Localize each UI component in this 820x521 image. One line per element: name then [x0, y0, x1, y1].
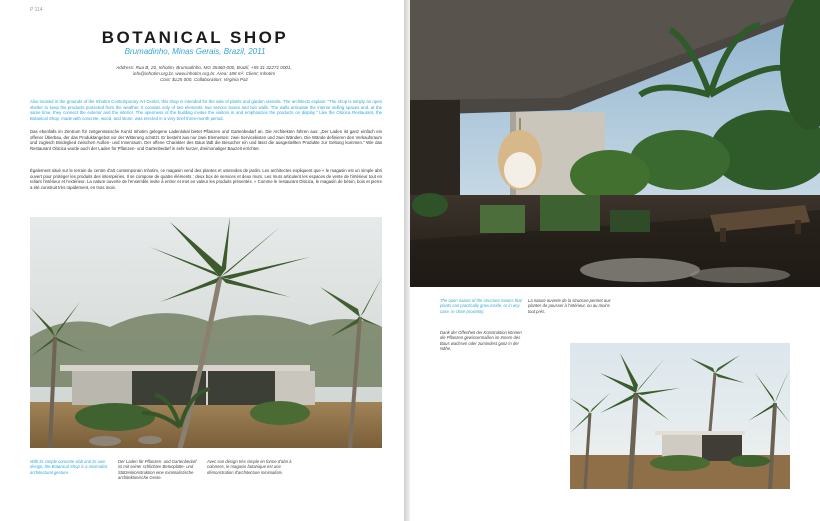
body-text-german: Das ebenfalls im Zentrum für zeitgenössische Kunst Inhotim gelegene Ladenlokal bietet Pflanzen und Gartenbedarf an. Die Architekten führen aus: „Der Laden ist ganz einfach ein offener Überbau, der das Produktangebot vor der Witterung schützt. Er besteht aus nur zwei Elementen: zwei Servicekisten und zwei Wänden. Die Wände definieren den Verkaufsraum und zugleich Bindeglied zwischen Außen- und Innenraum. Der offene Charakter des Baus lädt die Besucher ein und lässt die ausgestellten Produkte zur Geltung kommen." Wie das Restaurant Oiticica wurde auch der Laden für Pflanzen- und Gartenbedarf in sehr kurzer, dreimonatiger Bauzeit errichtet. [30, 129, 382, 151]
page-folio: P 114 [30, 7, 43, 13]
right-caption-english: The open nature of the structure means that plants can practically grow inside, or in any case, in close proximity. [440, 298, 522, 314]
caption-german: Der Laden für Pflanzen- und Gartenbedarf ist mit seiner schlichten Betonplatte- und Stützenkonstruktion eine minimalistische architektonische Geste. [118, 459, 197, 481]
body-text-french: Également situé sur le terrain du centre d'art contemporain Inhotim, ce magasin vend des plantes et ustensiles de jardin. Les architectes expliquent que « le magasin est un simple abri ouvert pour protéger les produits des intempéries. Il se compose de quatre éléments : deux box de services et deux murs. Les murs articulent les espaces de vente de l'intérieur tout en reliant l'intérieur et l'extérieur. La nature ouverte de l'ensemble invite à entrer et met en valeur les produits présentés. » Comme le restaurant Oiticica, le magasin de béton, bois et pierre a été construit très rapidement, en trois mois. [30, 168, 382, 190]
body-text-english: Also located in the grounds of the Inhotim Contemporary Art Center, this shop is intended for the sale of plants and garden utensils. The architects explain: "The shop is simply an open shelter to keep the products protected from the weather. It consists only of two elements: two service boxes and two walls. The walls articulate the interior selling spaces and, at the same time, they connect the exterior and the interior. The openness of the building invites the visitors in and emphasizes the products on display." Like the Oiticica Restaurant, the Botanical Shop, made with concrete, wood, and stone, was erected in a very brief three-month period. [30, 99, 382, 121]
project-info-line: Address: Rua B, 20, Inhotim, Brumadinho, MG 35460-000, Brazil, +55 31 32271 0001, [116, 65, 292, 70]
left-page [0, 0, 404, 521]
article-subtitle: Brumadinho, Minas Gerais, Brazil, 2011 [124, 47, 266, 56]
right-caption-french: La nature ouverte de la structure permet aux plantes de pousser à l'intérieur, ou au moins tout près. [528, 298, 611, 314]
right-page [410, 0, 820, 521]
project-info [84, 65, 324, 83]
right-caption-german: Dank der Offenheit der Konstruktion können die Pflanzen gewissermaßen im Innern des Baus wachsen oder zumindest ganz in der Nähe. [440, 330, 522, 352]
article-title: BOTANICAL SHOP [101, 28, 289, 47]
building-exterior-photo [30, 217, 382, 448]
project-info-line: info@inhotim.org.br, www.inhotim.org.br. Area: 188 m². Client: Inhotim [132, 71, 276, 76]
shop-palms-photo [570, 343, 790, 489]
caption-english: With its simple concrete slab and its own design, the Botanical Shop is a minimalist architectural gesture. [30, 459, 108, 475]
shop-interior-photo [410, 0, 820, 287]
caption-french: Avec son design très simple en forme d'abri à colonnes, le magasin botanique est une démonstration d'architecture minimaliste. [207, 459, 292, 475]
project-info-line: Cost: $125 000. Collaboration: Virginia Paz [160, 77, 248, 82]
